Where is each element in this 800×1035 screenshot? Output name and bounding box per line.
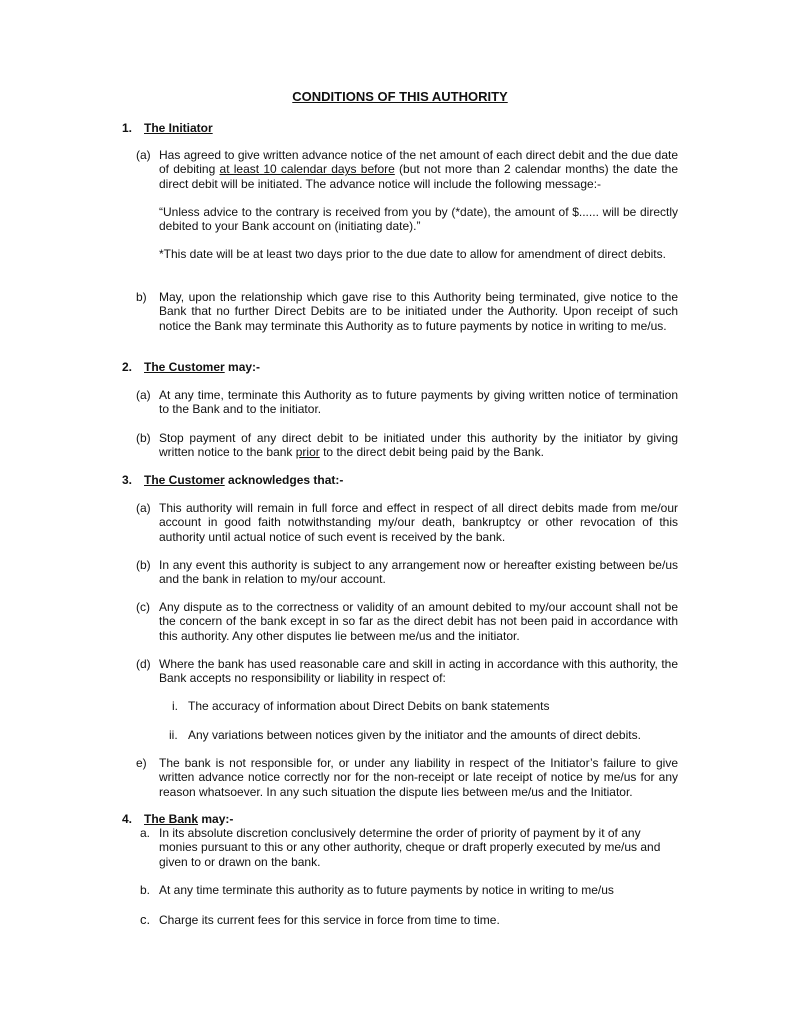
subclause-label: i.: [172, 699, 178, 713]
clause-3a: [136, 501, 678, 544]
section-4-heading: 4. The Bank may:-: [122, 812, 234, 826]
clause-label: a.: [140, 826, 151, 840]
clause-label: (a): [136, 501, 151, 515]
section-number: 1.: [122, 121, 133, 135]
clause-text: In its absolute discretion conclusively determine the order of priority of payment by it of any monies pursuant to this or any other authority, cheque or draft properly executed by me/us and given to or drawn on the bank.: [159, 826, 661, 869]
section-2-heading: 2. The Customer may:-: [122, 360, 261, 374]
clause-label: b.: [140, 883, 151, 897]
clause-label: c.: [140, 912, 151, 927]
clause-label: (c): [136, 600, 150, 614]
clause-label: (d): [136, 657, 151, 671]
clause-1b: [136, 290, 678, 333]
subclause-text: Any variations between notices given by the initiator and the amounts of direct debits.: [188, 728, 641, 742]
clause-label: (b): [136, 431, 151, 445]
clause-4c: [136, 913, 678, 927]
clause-label: e): [136, 756, 147, 770]
clause-label: (b): [136, 558, 151, 572]
section-3-heading: 3. The Customer acknowledges that:-: [122, 473, 344, 487]
clause-3e: [136, 756, 678, 799]
advance-notice-message: “Unless advice to the contrary is received from you by (*date), the amount of $...... will be directly debited to your Bank account on (initiating date).”: [159, 205, 678, 234]
clause-1a: [136, 148, 678, 191]
page-title: CONDITIONS OF THIS AUTHORITY: [292, 89, 508, 104]
clause-text: May, upon the relationship which gave rise to this Authority being terminated, give notice to the Bank that no further Direct Debits are to be initiated under the Authority. Upon receipt of such notice the Bank may terminate this Authority as to future payments by notice in writing to me/us.: [159, 290, 678, 333]
date-footnote: *This date will be at least two days prior to the due date to allow for amendment of direct debits.: [159, 247, 666, 261]
underlined-term: at least 10 calendar days before: [219, 162, 395, 177]
section-title: The Customer: [144, 473, 225, 487]
clause-text: At any time, terminate this Authority as to future payments by giving written notice of termination to the Bank and to the initiator.: [159, 388, 678, 417]
section-number: 2.: [122, 360, 133, 374]
clause-4a: [136, 826, 678, 869]
clause-text: Any dispute as to the correctness or validity of an amount debited to my/our account shall not be the concern of the bank except in so far as the direct debit has not been paid in accordance with this authority. Any other disputes lie between me/us and the initiator.: [159, 600, 678, 643]
subclause-text: The accuracy of information about Direct Debits on bank statements: [188, 699, 550, 713]
clause-text: Where the bank has used reasonable care and skill in acting in accordance with this authority, the Bank accepts no responsibility or liability in respect of:: [159, 657, 678, 686]
clause-text: This authority will remain in full force and effect in respect of all direct debits made from me/our account in good faith notwithstanding my/our death, bankruptcy or other revocation of this authority until actual notice of such event is received by the bank.: [159, 501, 678, 544]
subclause-3d-i: [172, 699, 550, 713]
clause-label: b): [136, 290, 147, 304]
clause-label: (a): [136, 388, 151, 402]
clause-3b: [136, 558, 678, 587]
clause-2b: [136, 431, 678, 460]
subclause-3d-ii: [169, 728, 641, 742]
clause-3d: [136, 657, 678, 686]
section-number: 4.: [122, 812, 133, 826]
clause-text: Has agreed to give written advance notice of the net amount of each direct debit and the due date of debiting at least 10 calendar days before (but not more than 2 calendar months) the date the direct debit will be initiated. The advance notice will include the following message:-: [159, 148, 678, 191]
section-1-heading: [122, 121, 213, 135]
section-number: 3.: [122, 473, 133, 487]
section-title: The Bank: [144, 812, 199, 826]
clause-4b: [136, 883, 678, 897]
underlined-term: prior: [295, 445, 320, 460]
section-title: The Initiator: [144, 121, 213, 135]
subclause-label: ii.: [169, 728, 178, 742]
section-title: The Customer: [144, 360, 225, 374]
clause-text: Stop payment of any direct debit to be initiated under this authority by the initiator by giving written notice to the bank prior to the direct debit being paid by the Bank.: [159, 431, 678, 460]
clause-text: At any time terminate this authority as to future payments by notice in writing to me/us: [159, 883, 614, 897]
clause-3c: [136, 600, 678, 643]
clause-text: In any event this authority is subject to any arrangement now or hereafter existing between be/us and the bank in relation to my/our account.: [159, 558, 678, 587]
clause-text: Charge its current fees for this service in force from time to time.: [159, 913, 500, 927]
clause-label: (a): [136, 148, 151, 162]
clause-2a: [136, 388, 678, 417]
clause-text: The bank is not responsible for, or under any liability in respect of the Initiator’s failure to give written advance notice correctly nor for the non-receipt or late receipt of notice by me/us for any reason whatsoever. In any such situation the dispute lies between me/us and the Initiator.: [159, 756, 678, 799]
